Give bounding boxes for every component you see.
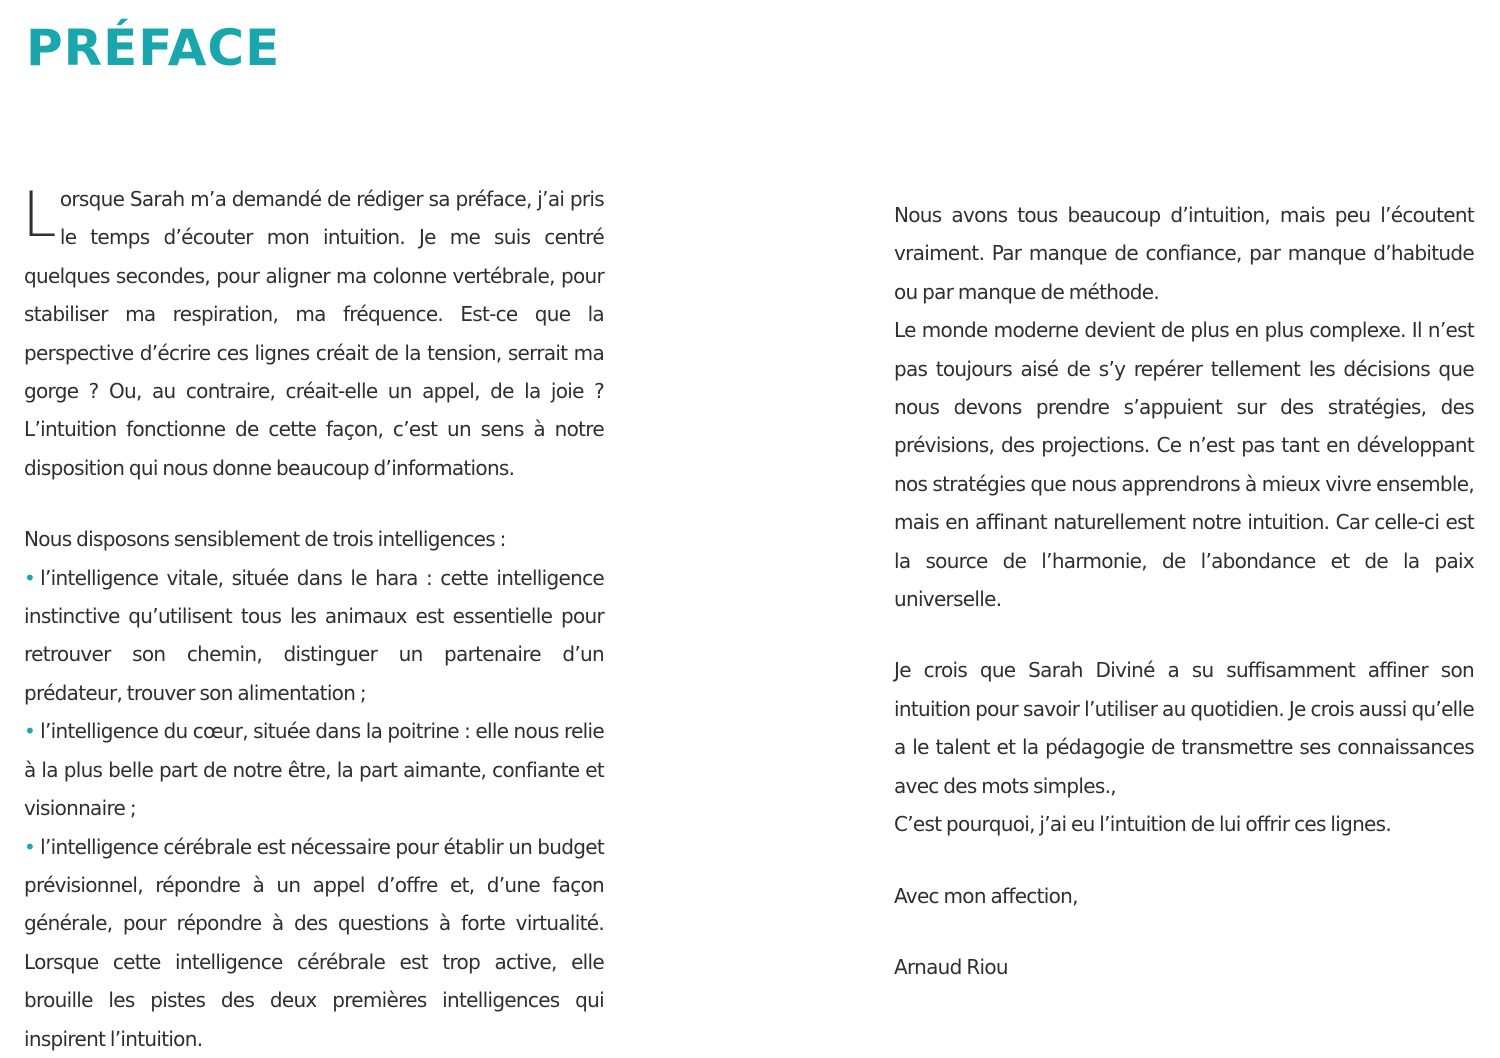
bullet-item-heart <box>24 712 604 827</box>
right-column <box>894 196 1474 986</box>
closing-line: Avec mon affection, <box>894 883 1078 908</box>
bullet-item-cerebral <box>24 828 604 1058</box>
bullet-item-text: l’intelligence du cœur, située dans la poitrine : elle nous relie à la plus belle part de notre être, la part aimante, confiante et visionnaire ; <box>24 719 604 821</box>
bullet-icon: • <box>24 565 36 590</box>
bullet-icon: • <box>24 719 36 744</box>
intro-text: orsque Sarah m’a demandé de rédiger sa préface, j’ai pris le temps d’écouter mon intuition. Je me suis centré quelques secondes, pour aligner ma colonne vertébrale, pour stabiliser ma respiration, ma fréquence. Est-ce que la perspective d’écrire ces lignes créait de la tension, serrait ma gorge ? Ou, au contraire, créait-elle un appel, de la joie ? L’intuition fonctionne de cette façon, c’est un sens à notre disposition qui nous donne beaucoup d’informations. <box>24 187 604 480</box>
bullet-icon: • <box>24 834 36 859</box>
left-column <box>24 180 604 1058</box>
paragraph-gap <box>24 487 604 520</box>
paragraph-modern-world: Le monde moderne devient de plus en plus complexe. Il n’est pas toujours aisé de s’y repérer tellement les décisions que nous devons prendre s’appuient sur des stratégies, des prévisions, des projections. Ce n’est pas tant en développant nos stratégies que nous apprendrons à mieux vivre ensemble, mais en affinant naturellement notre intuition. Car celle-ci est la source de l’harmonie, de l’abondance et de la paix universelle. <box>894 318 1474 612</box>
paragraph-intuition: Nous avons tous beaucoup d’intuition, mais peu l’écoutent vraiment. Par manque de confiance, par manque d’habitude ou par manque de méthode. <box>894 203 1474 304</box>
paragraph-gap <box>894 915 1474 948</box>
bullet-item-text: l’intelligence vitale, située dans le hara : cette intelligence instinctive qu’utilisent tous les animaux est essentielle pour retrouver son chemin, distinguer un partenaire d’un prédateur, trouver son alimentation ; <box>24 565 604 705</box>
paragraph-gap <box>894 618 1474 651</box>
paragraph-reason: C’est pourquoi, j’ai eu l’intuition de lui offrir ces lignes. <box>894 812 1392 837</box>
signature: Arnaud Riou <box>894 954 1008 979</box>
paragraph-sarah: Je crois que Sarah Diviné a su suffisamment affiner son intuition pour savoir l’utiliser au quotidien. Je crois aussi qu’elle a le talent et la pédagogie de transmettre ses connaissances avec des mots simples., <box>894 658 1474 798</box>
page-title: PRÉFACE <box>26 19 281 77</box>
drop-cap: L <box>22 178 56 251</box>
bullet-item-text: l’intelligence cérébrale est nécessaire pour établir un budget prévisionnel, répondre à un appel d’offre et, d’une façon générale, pour répondre à des questions à forte virtualité. Lorsque cette intelligence cérébrale est trop active, elle brouille les pistes des deux premières intelligences qui inspirent l’intuition. <box>24 834 604 1051</box>
list-intro: Nous disposons sensiblement de trois intelligences : <box>24 527 506 552</box>
paragraph-gap <box>894 844 1474 877</box>
intro-paragraph <box>24 180 604 487</box>
bullet-item-vital <box>24 559 604 713</box>
